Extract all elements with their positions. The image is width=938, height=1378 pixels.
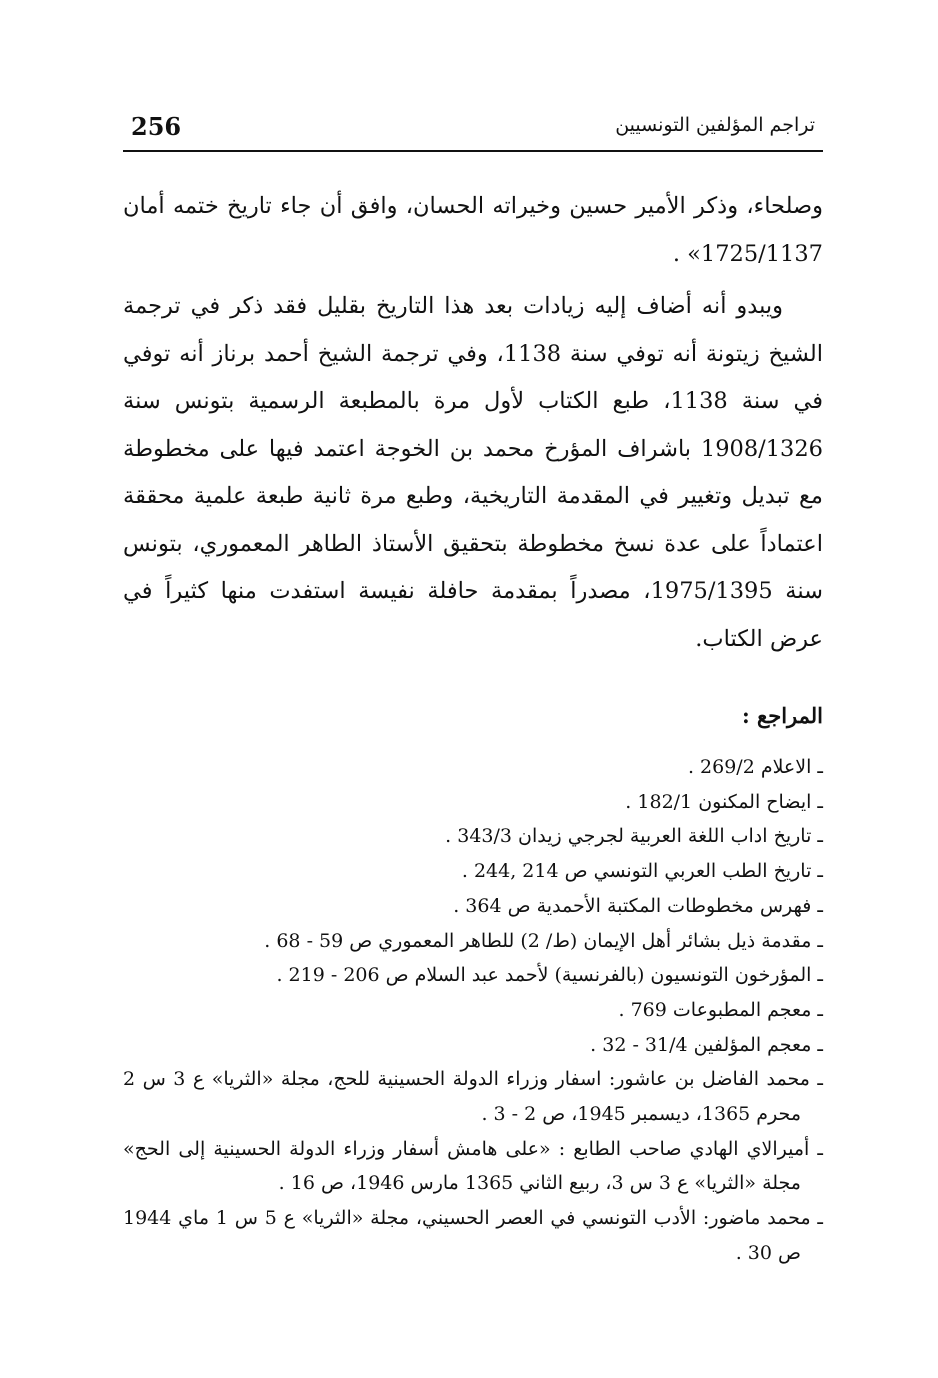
- reference-item: ـ أميرالاي الهادي صاحب الطابع : «على هامش أسفار وزراء الدولة الحسينية إلى الحج» مجلة «الثريا» ع 3 س 3، ربيع الثاني 1365 مارس 1946، ص 16 .: [123, 1137, 823, 1195]
- reference-item: ـ فهرس مخطوطات المكتبة الأحمدية ص 364 .: [453, 894, 823, 917]
- references-heading: المراجع :: [741, 703, 823, 728]
- body-paragraph: ويبدو أنه أضاف إليه زيادات بعد هذا التاريخ بقليل فقد ذكر في ترجمة الشيخ زيتونة أنه توفي سنة 1138، وفي ترجمة الشيخ أحمد برناز أنه توفي في سنة 1138، طبع الكتاب لأول مرة بالمطبعة الرسمية بتونس سنة 1908/1326 باشراف المؤرخ محمد بن الخوجة اعتمد فيها على مخطوطة مع تبديل وتغيير في المقدمة التاريخية، وطبع مرة ثانية طبعة علمية محققة اعتماداً على عدة نسخ مخطوطة بتحقيق الأستاذ الطاهر المعموري، بتونس سنة 1975/1395، مصدراً بمقدمة حافلة نفيسة استفدت منها كثيراً في عرض الكتاب.: [123, 293, 824, 652]
- reference-item: ـ محمد الفاضل بن عاشور: اسفار وزراء الدولة الحسينية للحج، مجلة «الثريا» ع 3 س 2 محرم 1365، ديسمبر 1945، ص 2 - 3 .: [123, 1068, 823, 1126]
- references-list: [123, 750, 823, 1271]
- reference-item: ـ الاعلام 269/2 .: [687, 756, 823, 778]
- page-number: 256: [131, 112, 182, 141]
- page-header: [123, 108, 823, 152]
- reference-item: ـ معجم المؤلفين 31/4 - 32 .: [590, 1033, 823, 1056]
- reference-item: ـ محمد ماضور: الأدب التونسي في العصر الحسيني، مجلة «الثريا» ع 5 س 1 ماي 1944 ص 30 .: [123, 1207, 823, 1264]
- reference-item: ـ تاريخ الطب العربي التونسي ص 214 ,244 .: [461, 860, 823, 883]
- reference-item: ـ المؤرخون التونسيون (بالفرنسية) لأحمد عبد السلام ص 206 - 219 .: [276, 964, 823, 987]
- running-title: تراجم المؤلفين التونسيين: [615, 114, 815, 136]
- body-paragraph: وصلحاء، وذكر الأمير حسين وخيراته الحسان، وافق أن جاء تاريخ ختمه أمان 1725/1137» .: [123, 193, 823, 267]
- reference-item: ـ تاريخ اداب اللغة العربية لجرجي زيدان 343/3 .: [445, 825, 823, 848]
- reference-item: ـ ايضاح المكنون 182/1 .: [625, 790, 823, 813]
- reference-item: ـ مقدمة ذيل بشائر أهل الإيمان (ط/ 2) للطاهر المعموري ص 59 - 68 .: [264, 929, 823, 952]
- reference-item: ـ معجم المطبوعات 769 .: [618, 998, 823, 1021]
